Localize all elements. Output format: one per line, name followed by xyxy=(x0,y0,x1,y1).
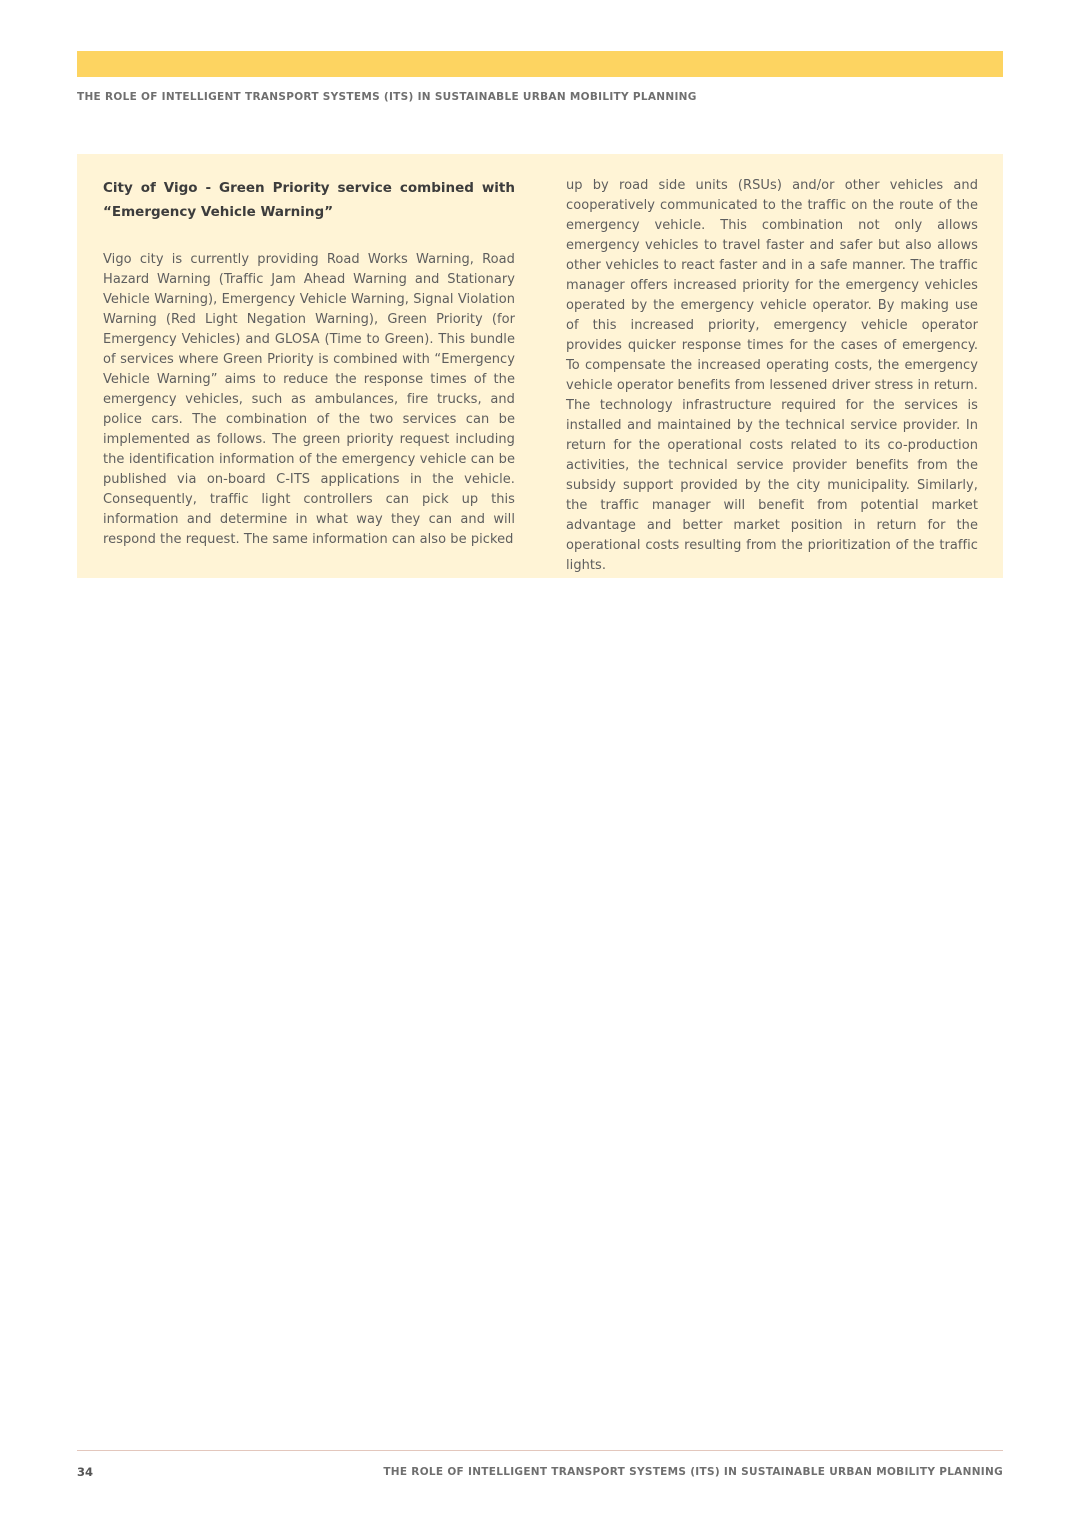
header-accent-bar xyxy=(77,51,1003,77)
running-header-title: THE ROLE OF INTELLIGENT TRANSPORT SYSTEMS (ITS) IN SUSTAINABLE URBAN MOBILITY PLANNING xyxy=(77,91,697,103)
footer-running-title: THE ROLE OF INTELLIGENT TRANSPORT SYSTEMS (ITS) IN SUSTAINABLE URBAN MOBILITY PLANNING xyxy=(383,1466,1003,1478)
page-number: 34 xyxy=(77,1465,94,1479)
case-study-body-right: up by road side units (RSUs) and/or other vehicles and cooperatively communicated to the traffic on the route of the emergency vehicle. This combination not only allows emergency vehicles to travel faster and safer but also allows other vehicles to react faster and in a safe manner. The traffic manager offers increased priority for the emergency vehicles operated by the emergency vehicle operator. By making use of this increased priority, emergency vehicle operator provides quicker response times for the cases of emergency. To compensate the increased operating costs, the emergency vehicle operator benefits from lessened driver stress in return. The technology infrastructure required for the services is installed and maintained by the technical service provider. In return for the operational costs related to its co-production activities, the technical service provider benefits from the subsidy support provided by the city municipality. Similarly, the traffic manager will benefit from potential market advantage and better market position in return for the operational costs resulting from the prioritization of the traffic lights. xyxy=(566,178,978,573)
case-study-title: City of Vigo - Green Priority service combined with “Emergency Vehicle Warning” xyxy=(103,180,515,220)
footer-divider xyxy=(77,1450,1003,1451)
case-study-body-left: Vigo city is currently providing Road Works Warning, Road Hazard Warning (Traffic Jam Ahead Warning and Stationary Vehicle Warning), Emergency Vehicle Warning, Signal Violation Warning (Red Light Negation Warning), Green Priority (for Emergency Vehicles) and GLOSA (Time to Green). This bundle of services where Green Priority is combined with “Emergency Vehicle Warning” aims to reduce the response times of the emergency vehicles, such as ambulances, fire trucks, and police cars. The combination of the two services can be implemented as follows. The green priority request including the identification information of the emergency vehicle can be published via on-board C-ITS applications in the vehicle. Consequently, traffic light controllers can pick up this information and determine in what way they can and will respond the request. The same information can also be picked xyxy=(103,252,515,547)
case-study-right-column xyxy=(566,176,978,576)
case-study-left-column xyxy=(103,176,515,550)
